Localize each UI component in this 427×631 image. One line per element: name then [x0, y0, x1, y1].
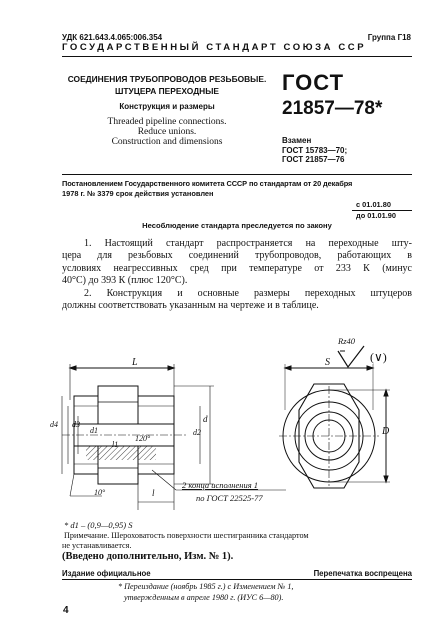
title-en-line3: Construction and dimensions: [111, 137, 223, 147]
reissue-line2: утвержденным в апреле 1980 г. (ИУС 6—80).: [124, 593, 284, 602]
roughness-paren: (∨): [370, 350, 387, 364]
dim-d4-label: d4: [50, 420, 58, 429]
callout-line2: по ГОСТ 22525-77: [196, 493, 263, 503]
dim-d-label: d: [203, 414, 208, 424]
p2-line1: 2. Конструкция и основные размеры переходных штуцеров: [84, 287, 412, 299]
title-ru-subtitle: Конструкция и размеры: [119, 102, 215, 111]
title-ru-line2: ШТУЦЕРА ПЕРЕХОДНЫЕ: [114, 86, 220, 96]
p1-line1: 1. Настоящий стандарт распространяется на переходные шту-: [84, 238, 412, 249]
dim-d2-label: d2: [193, 428, 201, 437]
title-en-line2: Reduce unions.: [137, 127, 197, 137]
law-notice: Несоблюдение стандарта преследуется по закону: [142, 221, 332, 230]
reissue-line1: * Переиздание (ноябрь 1985 г.) с Изменением № 1,: [118, 582, 294, 591]
dim-L-label: L: [132, 357, 138, 368]
footnote-d1: * d1 – (0,9—0,95) S: [64, 520, 133, 530]
callout-line1: 2 конца исполнения 1: [182, 480, 259, 490]
note-line1: Примечание. Шероховатость поверхности шестигранника стандартом: [64, 531, 309, 540]
title-rule: [62, 174, 412, 175]
p2-line2: должны соответствовать указанным на чертеже и в таблице.: [62, 300, 319, 312]
dim-d1-label: d1: [90, 426, 98, 435]
added-note: (Введено дополнительно, Изм. № 1).: [62, 551, 234, 562]
header-rule: [62, 56, 412, 57]
footer-rule: [62, 579, 412, 580]
replaces-label: Взамен: [282, 136, 312, 145]
reprint-prohibited: Перепечатка воспрещена: [313, 569, 412, 578]
gost-number: 21857—78*: [282, 98, 383, 119]
decree-line2: 1978 г. № 3379 срок действия установлен: [62, 189, 214, 198]
replaces-gost-2: ГОСТ 21857—76: [282, 155, 345, 164]
gost-label: ГОСТ: [282, 70, 345, 95]
decree-line1: Постановлением Государственного комитета СССР по стандартам от 20 декабря: [62, 179, 353, 188]
validity-to: до 01.01.90: [356, 211, 397, 220]
title-ru-line1: СОЕДИНЕНИЯ ТРУБОПРОВОДОВ РЕЗЬБОВЫЕ.: [67, 74, 267, 84]
note-line2: не устанавливается.: [62, 541, 132, 550]
angle-120-label: 120°: [135, 434, 151, 443]
dim-l-label: l: [152, 488, 155, 498]
p1-line2: цера для резьбовых соединений трубопроводов, работающих в: [62, 250, 412, 262]
udk-code: УДК 621.643.4.065:006.354: [62, 33, 163, 42]
validity-from: с 01.01.80: [356, 200, 391, 209]
title-block: [62, 74, 272, 147]
gost-block: [282, 72, 412, 164]
dim-S-label: S: [325, 357, 330, 368]
group-code: Группа Г18: [367, 33, 411, 42]
replaces-gost-1: ГОСТ 15783—70;: [282, 146, 348, 155]
p1-line3: условиях неагрессивных сред при температуре от 233 К (минус: [62, 262, 412, 274]
angle-10-label: 10°: [94, 488, 106, 497]
title-en-line1: Threaded pipeline connections.: [107, 117, 227, 127]
official-edition: Издание официальное: [62, 569, 151, 578]
page-number: 4: [63, 605, 69, 616]
roughness-value: Rz40: [338, 336, 355, 346]
dim-D-label: D: [382, 426, 390, 437]
dim-l1-label: l1: [112, 440, 119, 449]
p1-line4: 40°С) до 393 К (плюс 120°С).: [62, 275, 188, 287]
paragraph-1: [62, 238, 412, 312]
dim-d3-label: d3: [72, 420, 80, 429]
state-standard-heading: ГОСУДАРСТВЕННЫЙ СТАНДАРТ СОЮЗА ССР: [62, 42, 367, 53]
